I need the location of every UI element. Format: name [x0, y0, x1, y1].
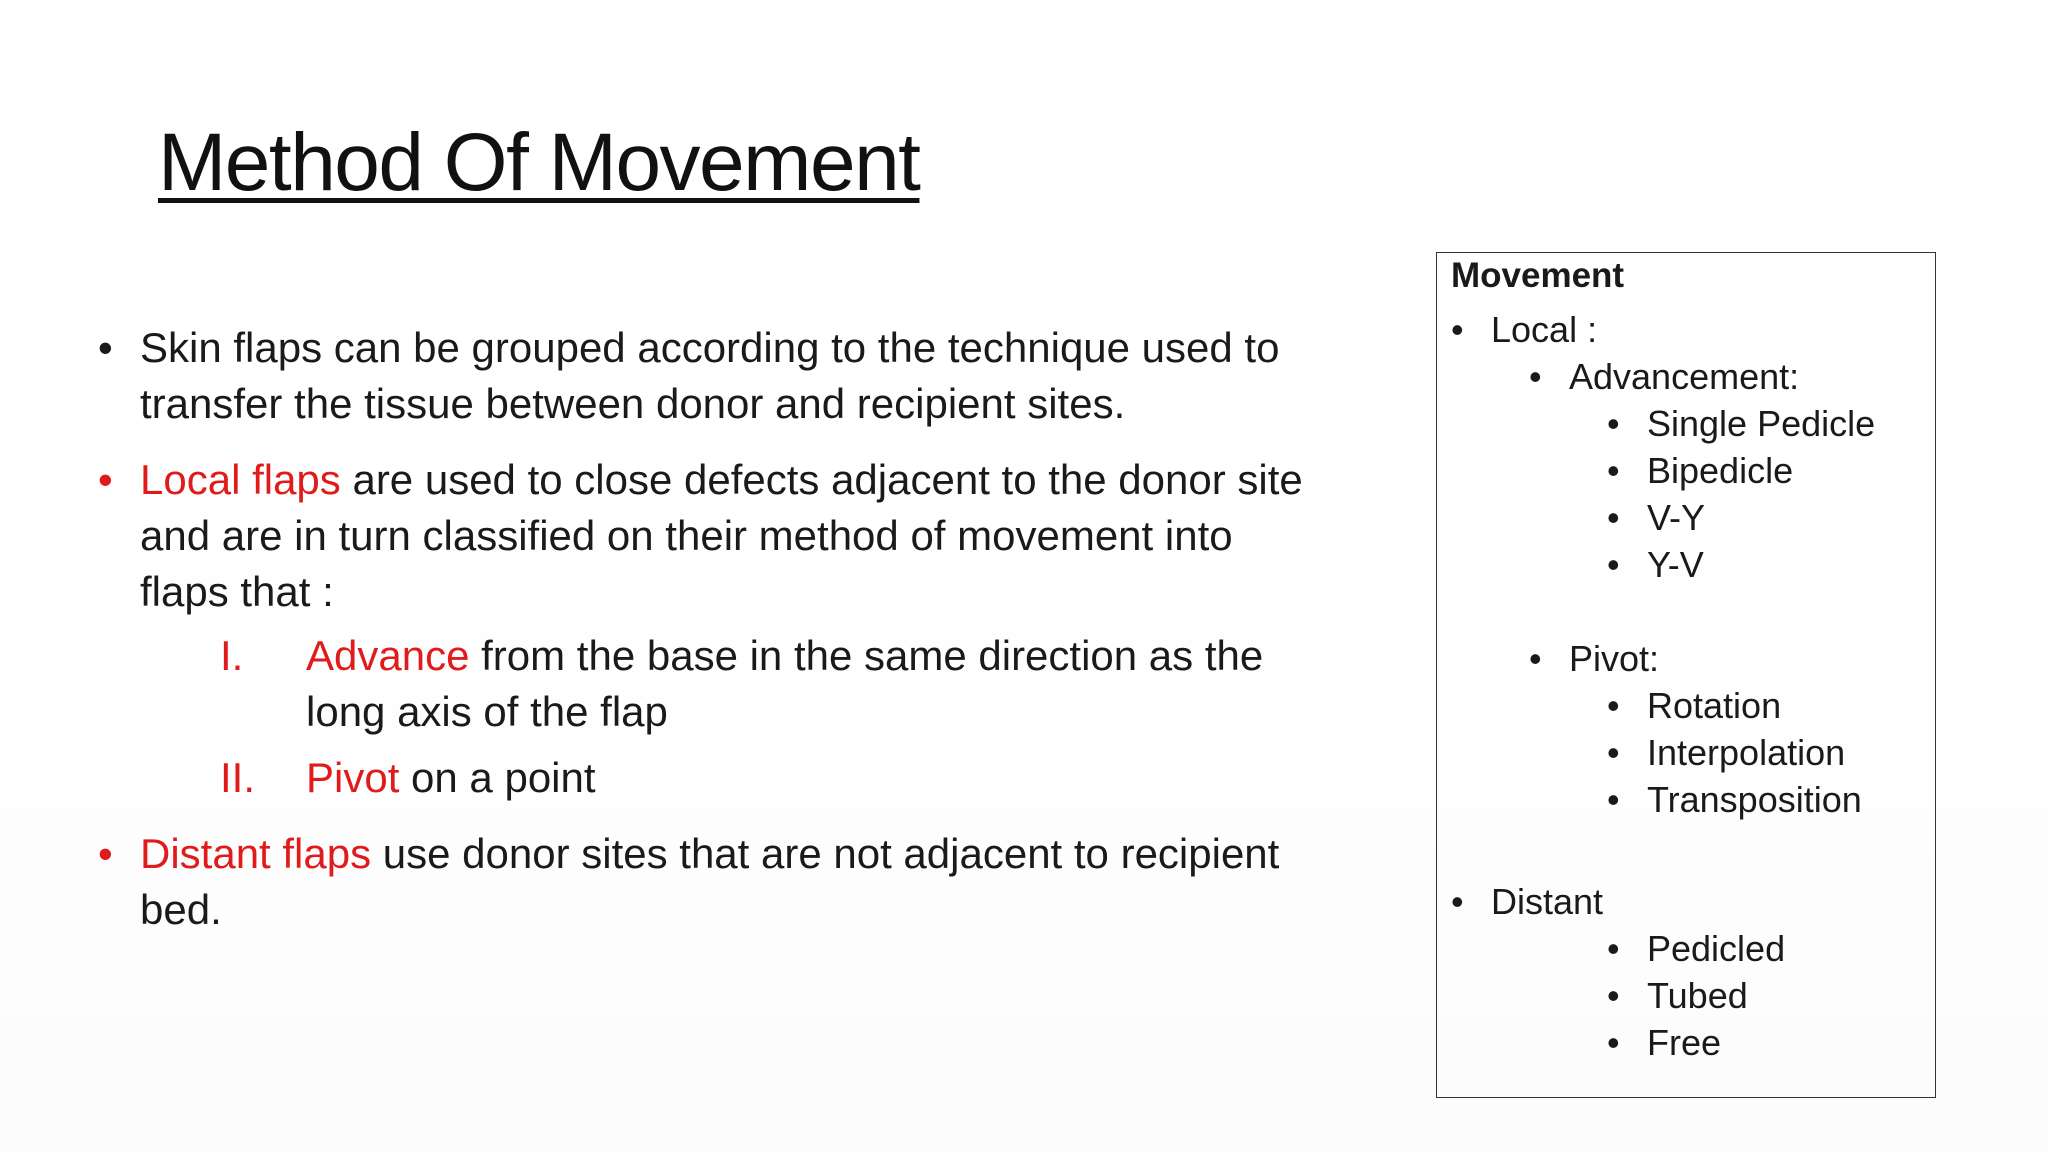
movement-sublist — [140, 628, 1328, 806]
bullet-dot: • — [1607, 450, 1620, 491]
sub-item-lead-pivot: Pivot — [306, 754, 400, 801]
movement-classification-box — [1436, 252, 1936, 1098]
box-item-v-y — [1607, 495, 1705, 542]
sub-item-advance — [140, 628, 1328, 740]
box-item-label: Advancement: — [1569, 356, 1800, 397]
bullet-lead-distant-flaps: Distant flaps — [140, 830, 372, 877]
bullet-text: Skin flaps can be grouped according to the technique used to transfer the tissue between donor and recipient sites. — [140, 324, 1280, 427]
bullet-dot: • — [1529, 638, 1542, 679]
bullet-dot: • — [1607, 497, 1620, 538]
box-item-label: Transposition — [1647, 779, 1862, 820]
sub-item-text: from the base in the same direction as the long axis of the flap — [306, 632, 1264, 735]
box-item-label: Bipedicle — [1647, 450, 1794, 491]
bullet-lead-local-flaps: Local flaps — [140, 456, 341, 503]
bullet-dot: • — [1607, 975, 1620, 1016]
bullet-text: are used to close defects adjacent to the donor site and are in turn classified on their method of movement into flaps that : — [140, 456, 1303, 615]
box-item-label: Rotation — [1647, 685, 1782, 726]
box-item-transposition — [1607, 777, 1862, 824]
bullet-dot: • — [1607, 732, 1620, 773]
bullet-item-distant-flaps — [98, 826, 1328, 938]
box-item-tubed — [1607, 973, 1748, 1020]
box-item-label: Pivot: — [1569, 638, 1660, 679]
bullet-dot: • — [1607, 544, 1620, 585]
box-item-label: Local : — [1491, 309, 1598, 350]
bullet-dot: • — [98, 324, 113, 371]
box-item-bipedicle — [1607, 448, 1793, 495]
box-item-label: Single Pedicle — [1647, 403, 1876, 444]
box-item-local — [1451, 307, 1597, 354]
slide-title: Method Of Movement — [158, 117, 920, 208]
box-item-label: V-Y — [1647, 497, 1706, 538]
box-item-advancement — [1529, 354, 1799, 401]
box-item-free — [1607, 1020, 1721, 1067]
bullet-dot: • — [98, 456, 113, 503]
box-item-pivot — [1529, 636, 1659, 683]
bullet-item-local-flaps — [98, 452, 1328, 806]
box-item-label: Free — [1647, 1022, 1722, 1063]
sub-item-lead-advance: Advance — [306, 632, 470, 679]
roman-numeral: I. — [220, 632, 244, 679]
box-item-interpolation — [1607, 730, 1845, 777]
box-item-label: Pedicled — [1647, 928, 1786, 969]
box-item-single-pedicle — [1607, 401, 1875, 448]
box-item-label: Tubed — [1647, 975, 1748, 1016]
roman-numeral: II. — [220, 754, 256, 801]
box-header: Movement — [1451, 256, 1625, 295]
main-bullet-list — [98, 320, 1328, 958]
box-item-pedicled — [1607, 926, 1785, 973]
bullet-dot: • — [98, 830, 113, 877]
box-item-rotation — [1607, 683, 1781, 730]
box-item-y-v — [1607, 542, 1704, 589]
bullet-dot: • — [1607, 928, 1620, 969]
bullet-text: use donor sites that are not adjacent to recipient bed. — [140, 830, 1280, 933]
bullet-dot: • — [1607, 779, 1620, 820]
bullet-dot: • — [1607, 403, 1620, 444]
box-item-label: Distant — [1491, 881, 1604, 922]
bullet-dot: • — [1607, 685, 1620, 726]
bullet-item-skin-flaps — [98, 320, 1328, 432]
box-item-distant — [1451, 879, 1603, 926]
bullet-dot: • — [1451, 309, 1464, 350]
box-item-label: Interpolation — [1647, 732, 1846, 773]
sub-item-text: on a point — [399, 754, 596, 801]
bullet-dot: • — [1529, 356, 1542, 397]
bullet-dot: • — [1451, 881, 1464, 922]
bullet-dot: • — [1607, 1022, 1620, 1063]
sub-item-pivot — [140, 750, 1328, 806]
box-item-label: Y-V — [1647, 544, 1704, 585]
